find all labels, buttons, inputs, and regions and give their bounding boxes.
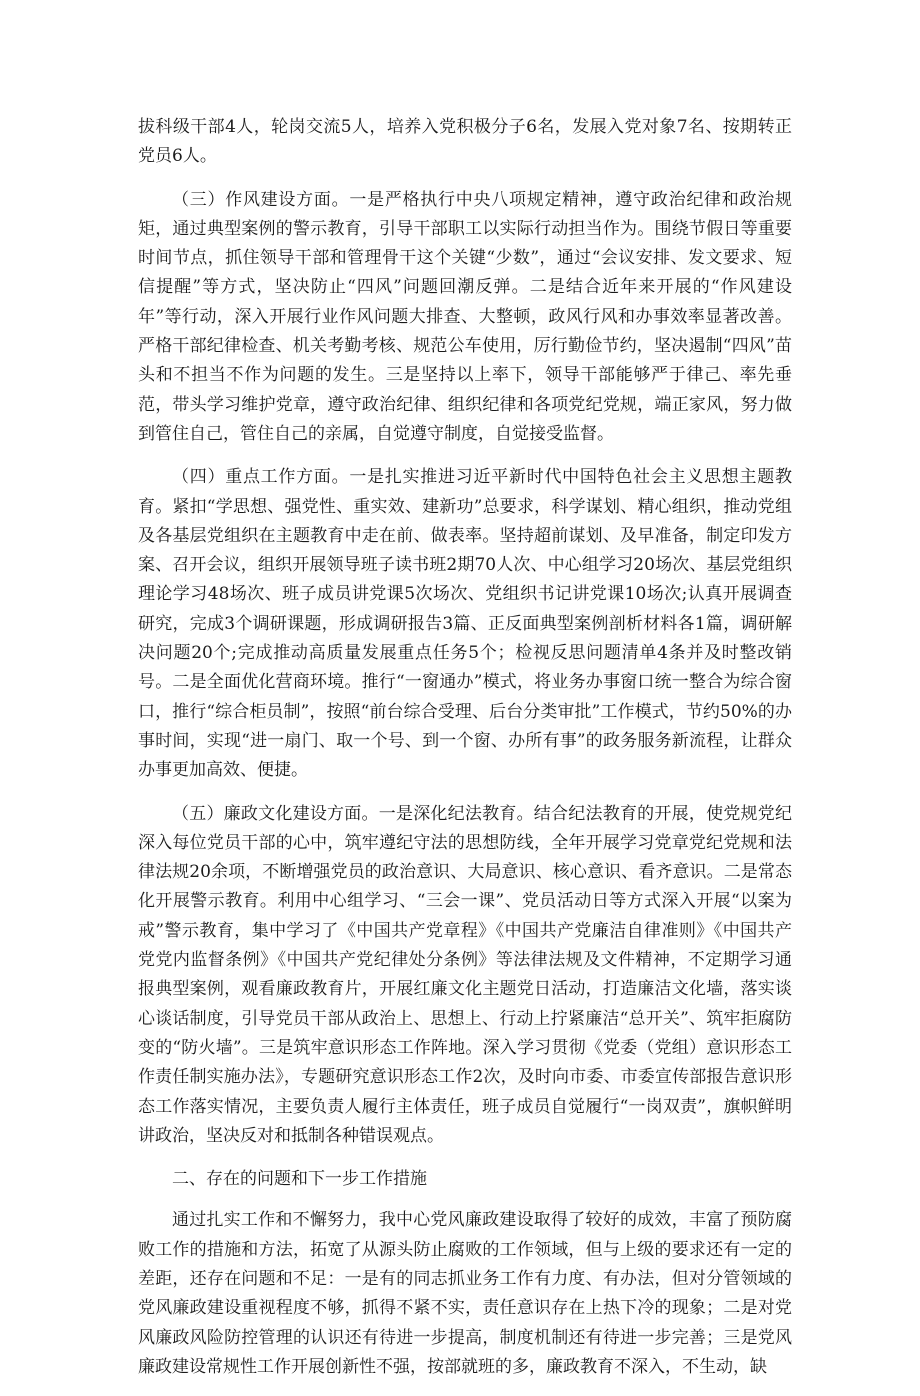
paragraph-cadre-stats: 拔科级干部4人，轮岗交流5人，培养入党积极分子6名，发展入党对象7名、按期转正党员6人。 — [138, 117, 792, 167]
paragraph-integrity-culture: （五）廉政文化建设方面。一是深化纪法教育。结合纪法教育的开展，使党规党纪深入每位党员干部的心中，筑牢遵纪守法的思想防线，全年开展学习党章党纪党规和法律法规20余项，不断增强党员的政治意识、大局意识、核心意识、看齐意识。二是常态化开展警示教育。利用中心组学习、“三会一课”、党员活动日等方式深入开展“以案为戒”警示教育，集中学习了《中国共产党章程》《中国共产党廉洁自律准则》《中国共产党党内监督条例》《中国共产党纪律处分条例》等法律法规及文件精神，不定期学习通报典型案例，观看廉政教育片，开展红廉文化主题党日活动，打造廉洁文化墙，落实谈心谈话制度，引导党员干部从政治上、思想上、行动上拧紧廉洁“总开关”、筑牢拒腐防变的“防火墙”。三是筑牢意识形态工作阵地。深入学习贯彻《党委（党组）意识形态工作责任制实施办法》，专题研究意识形态工作2次，及时向市委、市委宣传部报告意识形态工作落实情况，主要负责人履行主体责任，班子成员自觉履行“一岗双责”，旗帜鲜明讲政治，坚决反对和抵制各种错误观点。 — [138, 803, 792, 1146]
document-body — [138, 113, 792, 1396]
paragraph-key-work: （四）重点工作方面。一是扎实推进习近平新时代中国特色社会主义思想主题教育。紧扣“学思想、强党性、重实效、建新功”总要求，科学谋划、精心组织，推动党组及各基层党组织在主题教育中走在前、做表率。坚持超前谋划、及早准备，制定印发方案、召开会议，组织开展领导班子读书班2期70人次、中心组学习20场次、基层党组织理论学习48场次、班子成员讲党课5次场次、党组织书记讲党课10场次;认真开展调查研究，完成3个调研课题，形成调研报告3篇、正反面典型案例剖析材料各1篇，调研解决问题20个;完成推动高质量发展重点任务5个；检视反思问题清单4条并及时整改销号。二是全面优化营商环境。推行“一窗通办”模式，将业务办事窗口统一整合为综合窗口，推行“综合柜员制”，按照“前台综合受理、后台分类审批”工作模式，节约50%的办事时间，实现“进一扇门、取一个号、到一个窗、办所有事”的政务服务新流程，让群众办事更加高效、便捷。 — [138, 467, 792, 781]
paragraph-problems: 通过扎实工作和不懈努力，我中心党风廉政建设取得了较好的成效，丰富了预防腐败工作的措施和方法，拓宽了从源头防止腐败的工作领域，但与上级的要求还有一定的差距，还存在问题和不足：一是有的同志抓业务工作有力度、有办法，但对分管领域的党风廉政建设重视程度不够，抓得不紧不实，责任意识存在上热下冷的现象；二是对党风廉政风险防控管理的认识还有待进一步提高，制度机制还有待进一步完善；三是党风廉政建设常规性工作开展创新性不强，按部就班的多，廉政教育不深入，不生动，缺 — [138, 1210, 792, 1377]
section-heading-problems: 二、存在的问题和下一步工作措施 — [172, 1169, 427, 1190]
paragraph-work-style: （三）作风建设方面。一是严格执行中央八项规定精神，遵守政治纪律和政治规矩，通过典型案例的警示教育，引导干部职工以实际行动担当作为。围绕节假日等重要时间节点，抓住领导干部和管理骨干这个关键“少数”，通过“会议安排、发文要求、短信提醒”等方式，坚决防止“四风”问题回潮反弹。二是结合近年来开展的“作风建设年”等行动，深入开展行业作风问题大排查、大整顿，政风行风和办事效率显著改善。严格干部纪律检查、机关考勤考核、规范公车使用，厉行勤俭节约，坚决遏制“四风”苗头和不担当不作为问题的发生。三是坚持以上率下，领导干部能够严于律己、率先垂范，带头学习维护党章，遵守政治纪律、组织纪律和各项党纪党规，端正家风，努力做到管住自己，管住自己的亲属，自觉遵守制度，自觉接受监督。 — [138, 189, 792, 444]
